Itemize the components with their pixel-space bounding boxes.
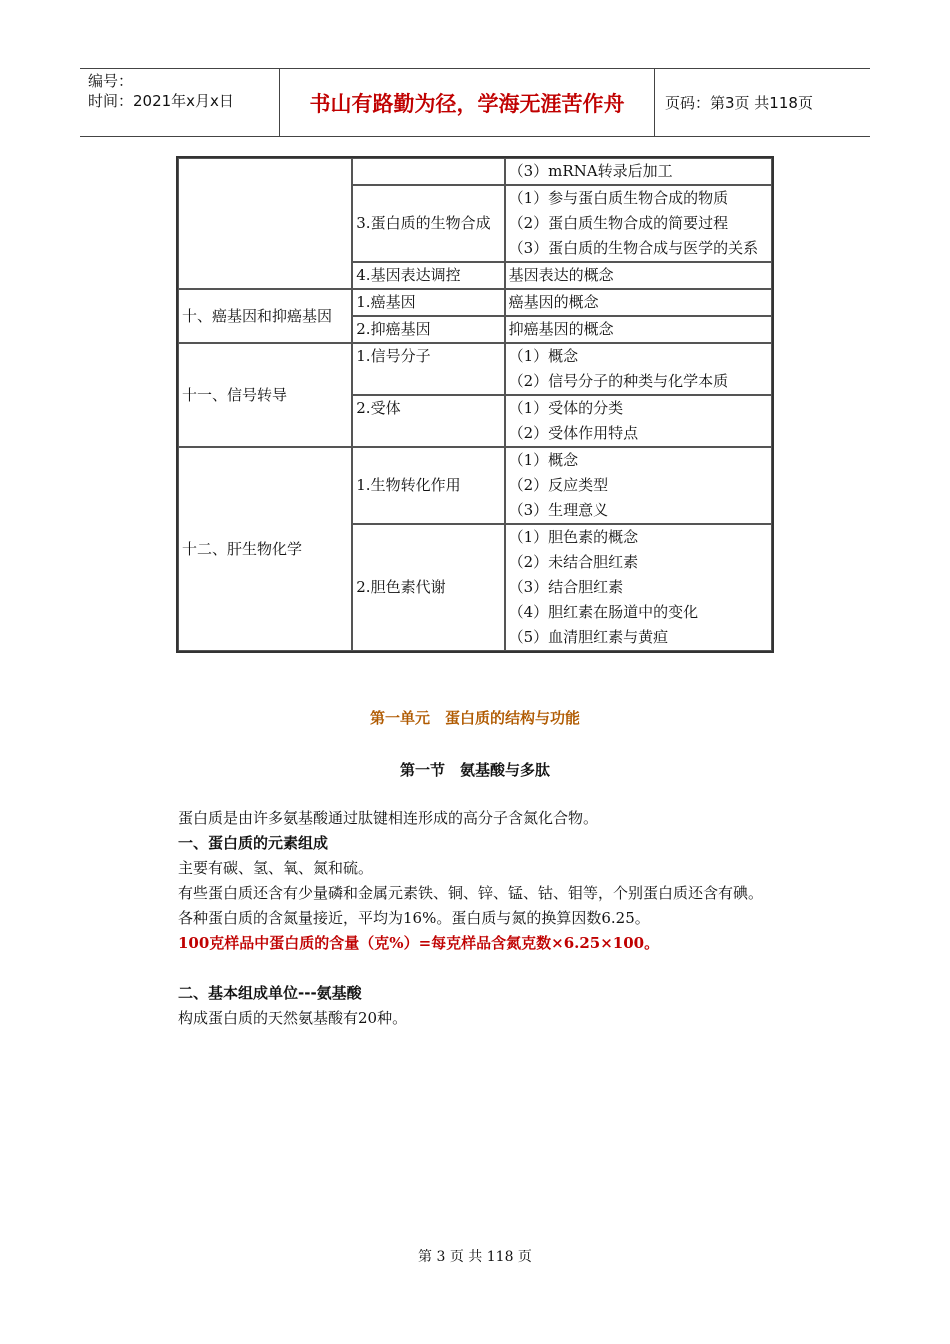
chapter-cell: 十二、肝生物化学 bbox=[178, 447, 352, 651]
table-row bbox=[178, 447, 772, 524]
formula: 100克样品中蛋白质的含量（克%）=每克样品含氮克数×6.25×100。 bbox=[178, 934, 660, 952]
point-cell: 癌基因的概念 bbox=[505, 289, 772, 316]
table-row bbox=[178, 343, 772, 395]
point-item: （2）反应类型 bbox=[508, 476, 609, 494]
point-item: （5）血清胆红素与黄疸 bbox=[508, 628, 669, 646]
chapter-cell-continued bbox=[178, 158, 352, 289]
header-page-info: 页码：第3页 共118页 bbox=[665, 94, 813, 112]
point-item: （1）参与蛋白质生物合成的物质 bbox=[508, 189, 729, 207]
subheading: 一、蛋白质的元素组成 bbox=[178, 834, 329, 852]
point-item: （2）受体作用特点 bbox=[508, 424, 639, 442]
point-cell bbox=[505, 395, 772, 447]
page-footer: 第 3 页 共 118 页 bbox=[418, 1249, 532, 1265]
point-cell bbox=[505, 343, 772, 395]
point-item: （1）概念 bbox=[508, 451, 579, 469]
point-item: （1）受体的分类 bbox=[508, 399, 624, 417]
paragraph: 各种蛋白质的含氮量接近，平均为16%。蛋白质与氮的换算因数6.25。 bbox=[178, 909, 650, 927]
time-label: 时间：2021年x月x日 bbox=[88, 92, 234, 110]
topic-cell: 2.胆色素代谢 bbox=[352, 524, 504, 651]
point-item: （1）胆色素的概念 bbox=[508, 528, 639, 546]
topic-cell: 1.信号分子 bbox=[352, 343, 504, 395]
point-cell bbox=[505, 447, 772, 524]
point-item: （2）未结合胆红素 bbox=[508, 553, 639, 571]
topic-cell-empty bbox=[352, 158, 504, 185]
topic-cell: 2.受体 bbox=[352, 395, 504, 447]
point-cell: 基因表达的概念 bbox=[505, 262, 772, 289]
chapter-cell: 十、癌基因和抑癌基因 bbox=[178, 289, 352, 343]
point-cell: 抑癌基因的概念 bbox=[505, 316, 772, 343]
table-row bbox=[178, 289, 772, 316]
header-motto: 书山有路勤为径，学海无涯苦作舟 bbox=[280, 69, 655, 136]
point-cell bbox=[505, 185, 772, 262]
topic-cell: 2.抑癌基因 bbox=[352, 316, 504, 343]
body-text bbox=[146, 806, 822, 1031]
point-item: （2）信号分子的种类与化学本质 bbox=[508, 372, 729, 390]
point-item: （4）胆红素在肠道中的变化 bbox=[508, 603, 699, 621]
paragraph: 有些蛋白质还含有少量磷和金属元素铁、铜、锌、锰、钴、钼等，个别蛋白质还含有碘。 bbox=[178, 884, 764, 902]
point-item: （2）蛋白质生物合成的简要过程 bbox=[508, 214, 729, 232]
page-header bbox=[80, 68, 870, 137]
topic-cell: 1.生物转化作用 bbox=[352, 447, 504, 524]
section-title: 第一节 氨基酸与多肽 bbox=[399, 761, 550, 779]
unit-title: 第一单元 蛋白质的结构与功能 bbox=[369, 709, 580, 727]
paragraph: 构成蛋白质的天然氨基酸有20种。 bbox=[178, 1009, 408, 1027]
topic-cell: 4.基因表达调控 bbox=[352, 262, 504, 289]
point-cell bbox=[505, 524, 772, 651]
chapter-cell: 十一、信号转导 bbox=[178, 343, 352, 447]
paragraph: 蛋白质是由许多氨基酸通过肽键相连形成的高分子含氮化合物。 bbox=[178, 809, 599, 827]
outline-table bbox=[176, 156, 774, 653]
header-meta bbox=[80, 69, 280, 136]
topic-cell: 1.癌基因 bbox=[352, 289, 504, 316]
number-label: 编号： bbox=[88, 72, 134, 90]
point-item: （3）生理意义 bbox=[508, 501, 609, 519]
subheading: 二、基本组成单位---氨基酸 bbox=[178, 984, 362, 1002]
point-item: （1）概念 bbox=[508, 347, 579, 365]
point-item: （3）蛋白质的生物合成与医学的关系 bbox=[508, 239, 759, 257]
topic-cell: 3.蛋白质的生物合成 bbox=[352, 185, 504, 262]
point-item: （3）结合胆红素 bbox=[508, 578, 624, 596]
paragraph: 主要有碳、氢、氧、氮和硫。 bbox=[178, 859, 374, 877]
point-cell: （3）mRNA转录后加工 bbox=[505, 158, 772, 185]
table-row bbox=[178, 158, 772, 185]
